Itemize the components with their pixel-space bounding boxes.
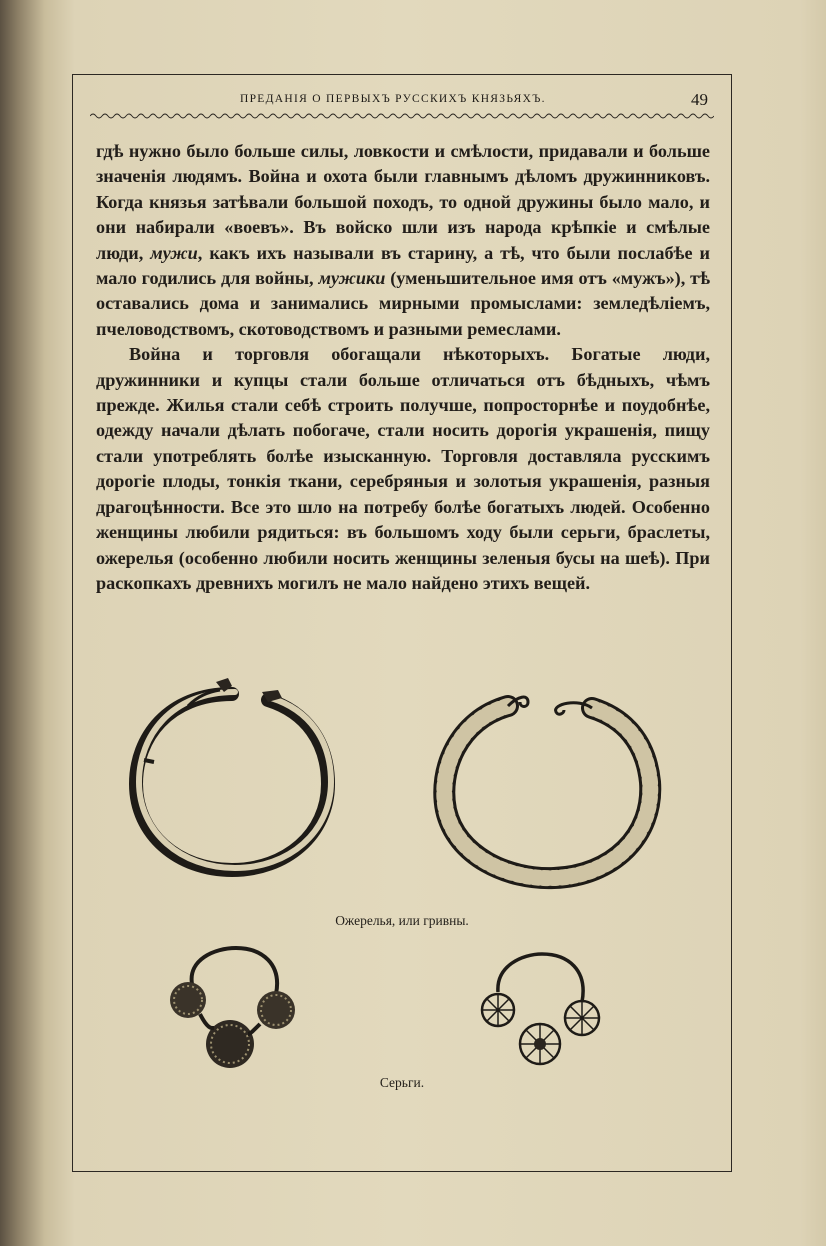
caption-earrings: Серьги.	[379, 1075, 425, 1090]
paragraph-1-part-b: , какъ ихъ называли въ старину, а тѣ, что были послабѣе и мало годились для войны,	[96, 242, 711, 289]
illustration-plain-necklace	[128, 676, 336, 882]
illustration-twisted-necklace	[428, 690, 664, 890]
paragraph-1-part-c: (уменьшительное имя отъ «мужъ»), тѣ оставались дома и занимались мирными промыслами: земледѣліемъ, пчеловодствомъ, скотоводствомъ и разными ремеслами.	[96, 268, 711, 339]
running-head	[90, 90, 714, 112]
emphasis-muzhiki: мужики	[318, 268, 386, 289]
page-number: 49	[691, 90, 708, 109]
illustration-earring-filigree	[478, 948, 606, 1072]
paragraph-1-part-a: гдѣ нужно было больше силы, ловкости и смѣлости, придавали и больше значенія людямъ. Война и охота были главнымъ дѣломъ дружинниковъ. Когда князья затѣвали большой походъ, то одной дружины было мало, и они набирали «воевъ». Въ войско шли изъ народа крѣпкіе и смѣлые люди,	[96, 141, 710, 263]
paragraph-1	[96, 139, 710, 342]
emphasis-muzhi: мужи	[150, 242, 198, 263]
illustration-earring-beaded	[164, 944, 304, 1072]
decorative-wavy-rule	[90, 112, 714, 120]
body-text	[96, 139, 710, 596]
paragraph-2: Война и торговля обогащали нѣкоторыхъ. Богатые люди, дружинники и купцы стали больше отличаться отъ бѣдныхъ, чѣмъ прежде. Жилья стали себѣ строить получше, попросторнѣе и поудобнѣе, одежду начали дѣлать побогаче, стали носить дорогія украшенія, пищу стали употреблять болѣе изысканную. Торговля доставляла русскимъ дорогіе плоды, тонкія ткани, серебряныя и золотыя украшенія, разныя драгоцѣнности. Все это шло на потребу болѣе богатыхъ людей. Особенно женщины любили рядиться: въ большомъ ходу были серьги, браслеты, ожерелья (особенно любили носить женщины зеленыя бусы на шеѣ). При раскопкахъ древнихъ могилъ не мало найдено этихъ вещей.	[96, 344, 710, 593]
running-head-title: ПРЕДАНІЯ О ПЕРВЫХЪ РУССКИХЪ КНЯЗЬЯХЪ.	[240, 93, 546, 105]
caption-necklaces: Ожерелья, или гривны.	[335, 913, 469, 928]
